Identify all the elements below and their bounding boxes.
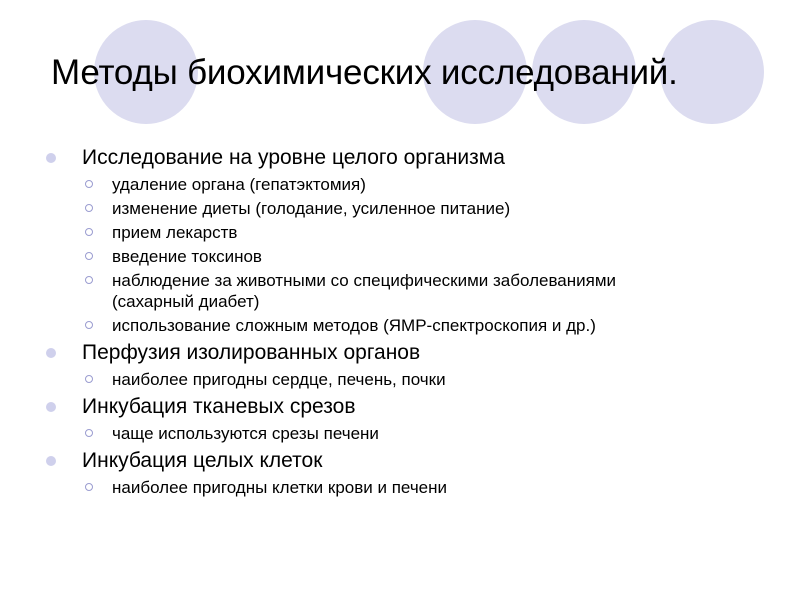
section-label: Инкубация тканевых срезов xyxy=(82,395,356,418)
item-text: чаще используются срезы печени xyxy=(112,424,379,443)
item-text: удаление органа (гепатэктомия) xyxy=(112,175,366,194)
list-item-level1 xyxy=(43,340,763,366)
list-item-level2 xyxy=(82,270,652,312)
item-text: прием лекарств xyxy=(112,223,238,242)
list-item-level2 xyxy=(82,315,763,336)
list-item-level2 xyxy=(82,198,763,219)
item-text: наиболее пригодны сердце, печень, почки xyxy=(112,370,446,389)
item-text: изменение диеты (голодание, усиленное питание) xyxy=(112,199,511,218)
filled-bullet-icon xyxy=(46,456,56,466)
list-item-level2 xyxy=(82,246,763,267)
content-list xyxy=(43,145,763,498)
list-item-level1 xyxy=(43,394,763,420)
hollow-bullet-icon xyxy=(85,180,93,188)
hollow-bullet-icon xyxy=(85,483,93,491)
list-item-level1 xyxy=(43,145,763,171)
filled-bullet-icon xyxy=(46,402,56,412)
slide-title: Методы биохимических исследований. xyxy=(51,53,678,92)
hollow-bullet-icon xyxy=(85,228,93,236)
section-label: Инкубация целых клеток xyxy=(82,449,323,472)
list-item-level2 xyxy=(82,477,763,498)
list-item-level2 xyxy=(82,423,763,444)
item-text: наиболее пригодны клетки крови и печени xyxy=(112,478,448,497)
list-item-level2 xyxy=(82,369,763,390)
section-label: Перфузия изолированных органов xyxy=(82,341,421,364)
list-item-level2 xyxy=(82,222,763,243)
list-item-level1 xyxy=(43,448,763,474)
hollow-bullet-icon xyxy=(85,252,93,260)
list-item-level2 xyxy=(82,174,763,195)
section-label: Исследование на уровне целого организма xyxy=(82,146,505,169)
hollow-bullet-icon xyxy=(85,276,93,284)
item-text: наблюдение за животными со специфическими заболеваниями (сахарный диабет) xyxy=(112,271,617,311)
hollow-bullet-icon xyxy=(85,375,93,383)
filled-bullet-icon xyxy=(46,348,56,358)
item-text: использование сложным методов (ЯМР-спектроскопия и др.) xyxy=(112,316,596,335)
filled-bullet-icon xyxy=(46,153,56,163)
hollow-bullet-icon xyxy=(85,321,93,329)
item-text: введение токсинов xyxy=(112,247,262,266)
hollow-bullet-icon xyxy=(85,429,93,437)
hollow-bullet-icon xyxy=(85,204,93,212)
